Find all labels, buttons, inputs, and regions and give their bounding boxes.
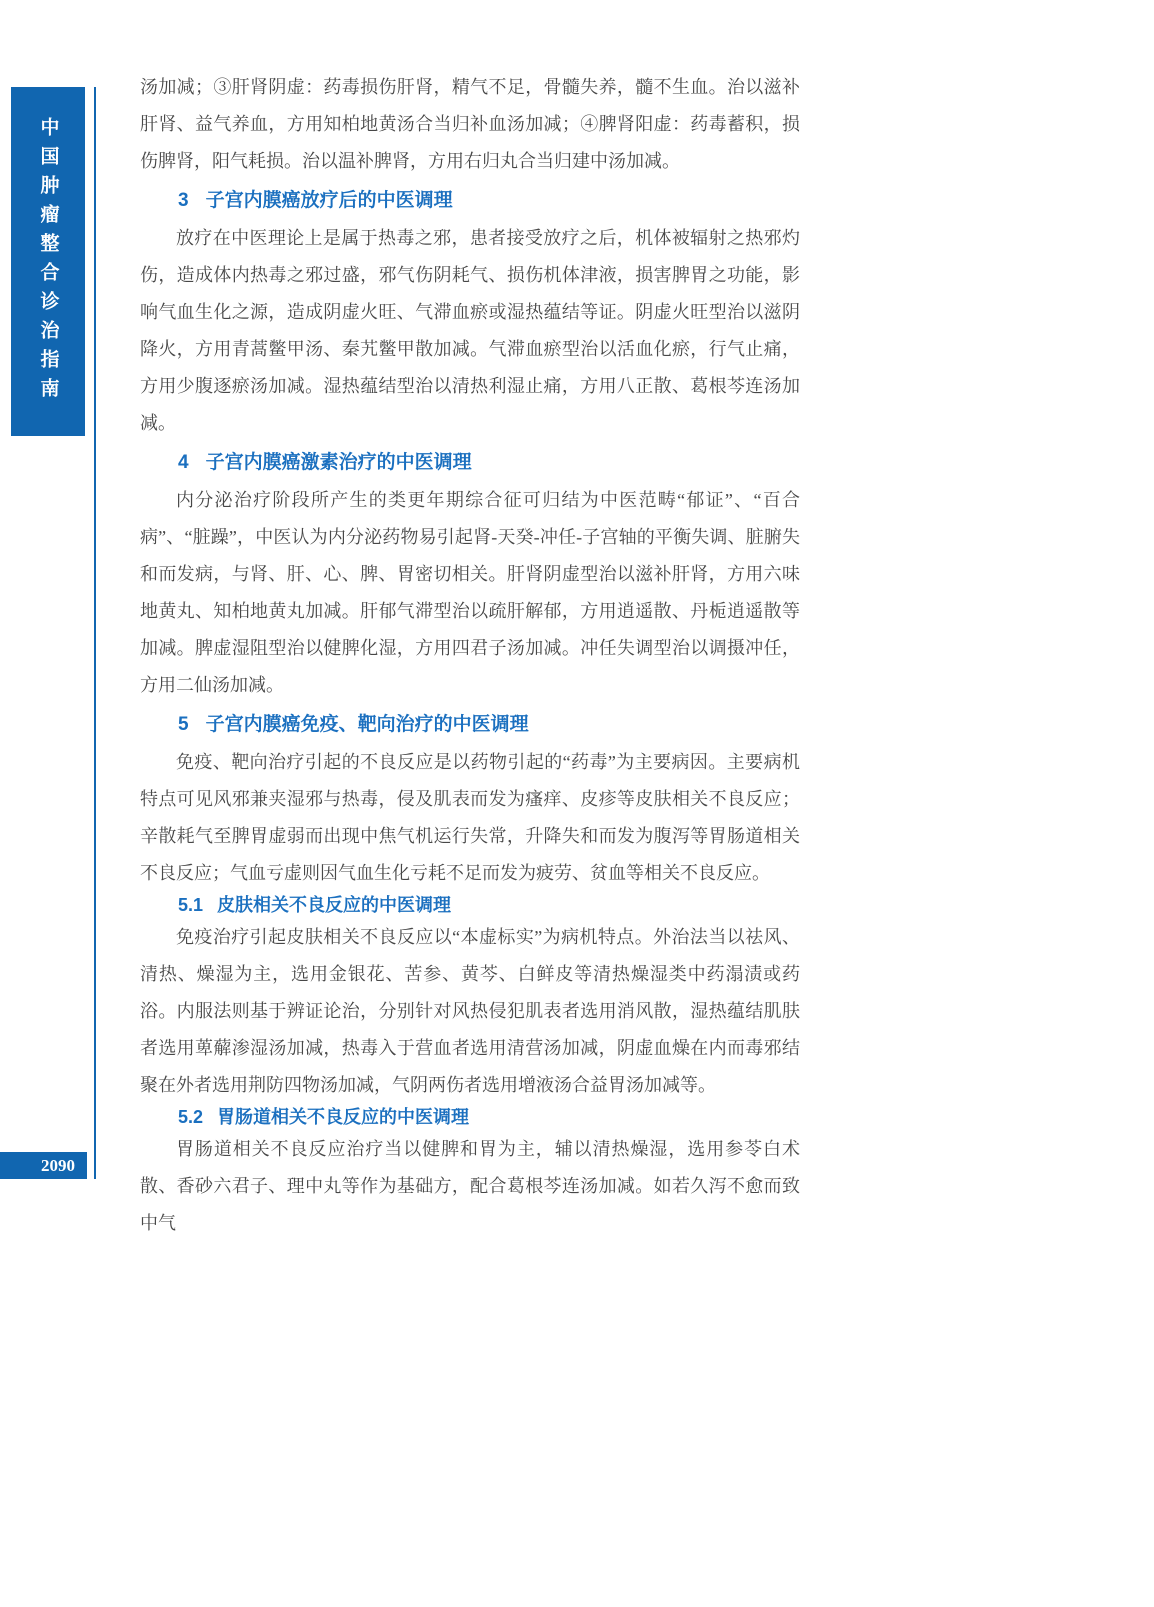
page-number: 2090 (41, 1155, 75, 1175)
paragraph-hormone-therapy: 内分泌治疗阶段所产生的类更年期综合征可归结为中医范畴“郁证”、“百合病”、“脏躁”，中医认为内分泌药物易引起肾-天癸-冲任-子宫轴的平衡失调、脏腑失和而发病，与肾、肝、心、脾、胃密切相关。肝肾阴虚型治以滋补肝肾，方用六味地黄丸、知柏地黄丸加减。肝郁气滞型治以疏肝解郁，方用逍遥散、丹栀逍遥散等加减。脾虚湿阻型治以健脾化湿，方用四君子汤加减。冲任失调型治以调摄冲任，方用二仙汤加减。 (140, 490, 800, 695)
section-title: 子宫内膜癌放疗后的中医调理 (205, 190, 453, 211)
section-number: 3 (178, 190, 189, 211)
paragraph-carryover: 汤加减；③肝肾阴虚：药毒损伤肝肾，精气不足，骨髓失养，髓不生血。治以滋补肝肾、益气养血，方用知柏地黄汤合当归补血汤加减；④脾肾阳虚：药毒蓄积，损伤脾肾，阳气耗损。治以温补脾肾，方用右归丸合当归建中汤加减。 (140, 77, 800, 171)
sidebar-banner (11, 87, 85, 436)
sidebar-title: 中国肿瘤整合诊治指南 (37, 116, 59, 407)
subsection-heading-5-1 (140, 892, 800, 919)
subsection-heading-5-2 (140, 1104, 800, 1131)
main-text-column (140, 69, 800, 1242)
page-number-badge (0, 1152, 87, 1179)
subsection-title: 皮肤相关不良反应的中医调理 (217, 895, 452, 915)
section-number: 5 (178, 714, 189, 735)
paragraph-skin-reactions: 免疫治疗引起皮肤相关不良反应以“本虚标实”为病机特点。外治法当以祛风、清热、燥湿为主，选用金银花、苦参、黄芩、白鲜皮等清热燥湿类中药溻渍或药浴。内服法则基于辨证论治，分别针对风热侵犯肌表者选用消风散，湿热蕴结肌肤者选用萆薢渗湿汤加减，热毒入于营血者选用清营汤加减，阴虚血燥在内而毒邪结聚在外者选用荆防四物汤加减，气阴两伤者选用增液汤合益胃汤加减等。 (140, 927, 800, 1095)
section-heading-3 (140, 188, 800, 214)
section-number: 4 (178, 452, 189, 473)
vertical-rule (94, 87, 96, 1179)
section-heading-4 (140, 450, 800, 476)
section-title: 子宫内膜癌激素治疗的中医调理 (205, 452, 472, 473)
paragraph-immunotherapy: 免疫、靶向治疗引起的不良反应是以药物引起的“药毒”为主要病因。主要病机特点可见风邪兼夹湿邪与热毒，侵及肌表而发为瘙痒、皮疹等皮肤相关不良反应；辛散耗气至脾胃虚弱而出现中焦气机运行失常，升降失和而发为腹泻等胃肠道相关不良反应；气血亏虚则因气血生化亏耗不足而发为疲劳、贫血等相关不良反应。 (140, 752, 800, 883)
subsection-number: 5.1 (178, 895, 204, 915)
subsection-title: 胃肠道相关不良反应的中医调理 (217, 1107, 470, 1127)
section-heading-5 (140, 712, 800, 738)
subsection-number: 5.2 (178, 1107, 204, 1127)
paragraph-radiotherapy: 放疗在中医理论上是属于热毒之邪，患者接受放疗之后，机体被辐射之热邪灼伤，造成体内热毒之邪过盛，邪气伤阴耗气、损伤机体津液，损害脾胃之功能，影响气血生化之源，造成阴虚火旺、气滞血瘀或湿热蕴结等证。阴虚火旺型治以滋阴降火，方用青蒿鳖甲汤、秦艽鳖甲散加减。气滞血瘀型治以活血化瘀，行气止痛，方用少腹逐瘀汤加减。湿热蕴结型治以清热利湿止痛，方用八正散、葛根芩连汤加减。 (140, 228, 800, 433)
paragraph-gi-reactions: 胃肠道相关不良反应治疗当以健脾和胃为主，辅以清热燥湿，选用参苓白术散、香砂六君子、理中丸等作为基础方，配合葛根芩连汤加减。如若久泻不愈而致中气 (140, 1139, 800, 1233)
section-title: 子宫内膜癌免疫、靶向治疗的中医调理 (205, 714, 529, 735)
